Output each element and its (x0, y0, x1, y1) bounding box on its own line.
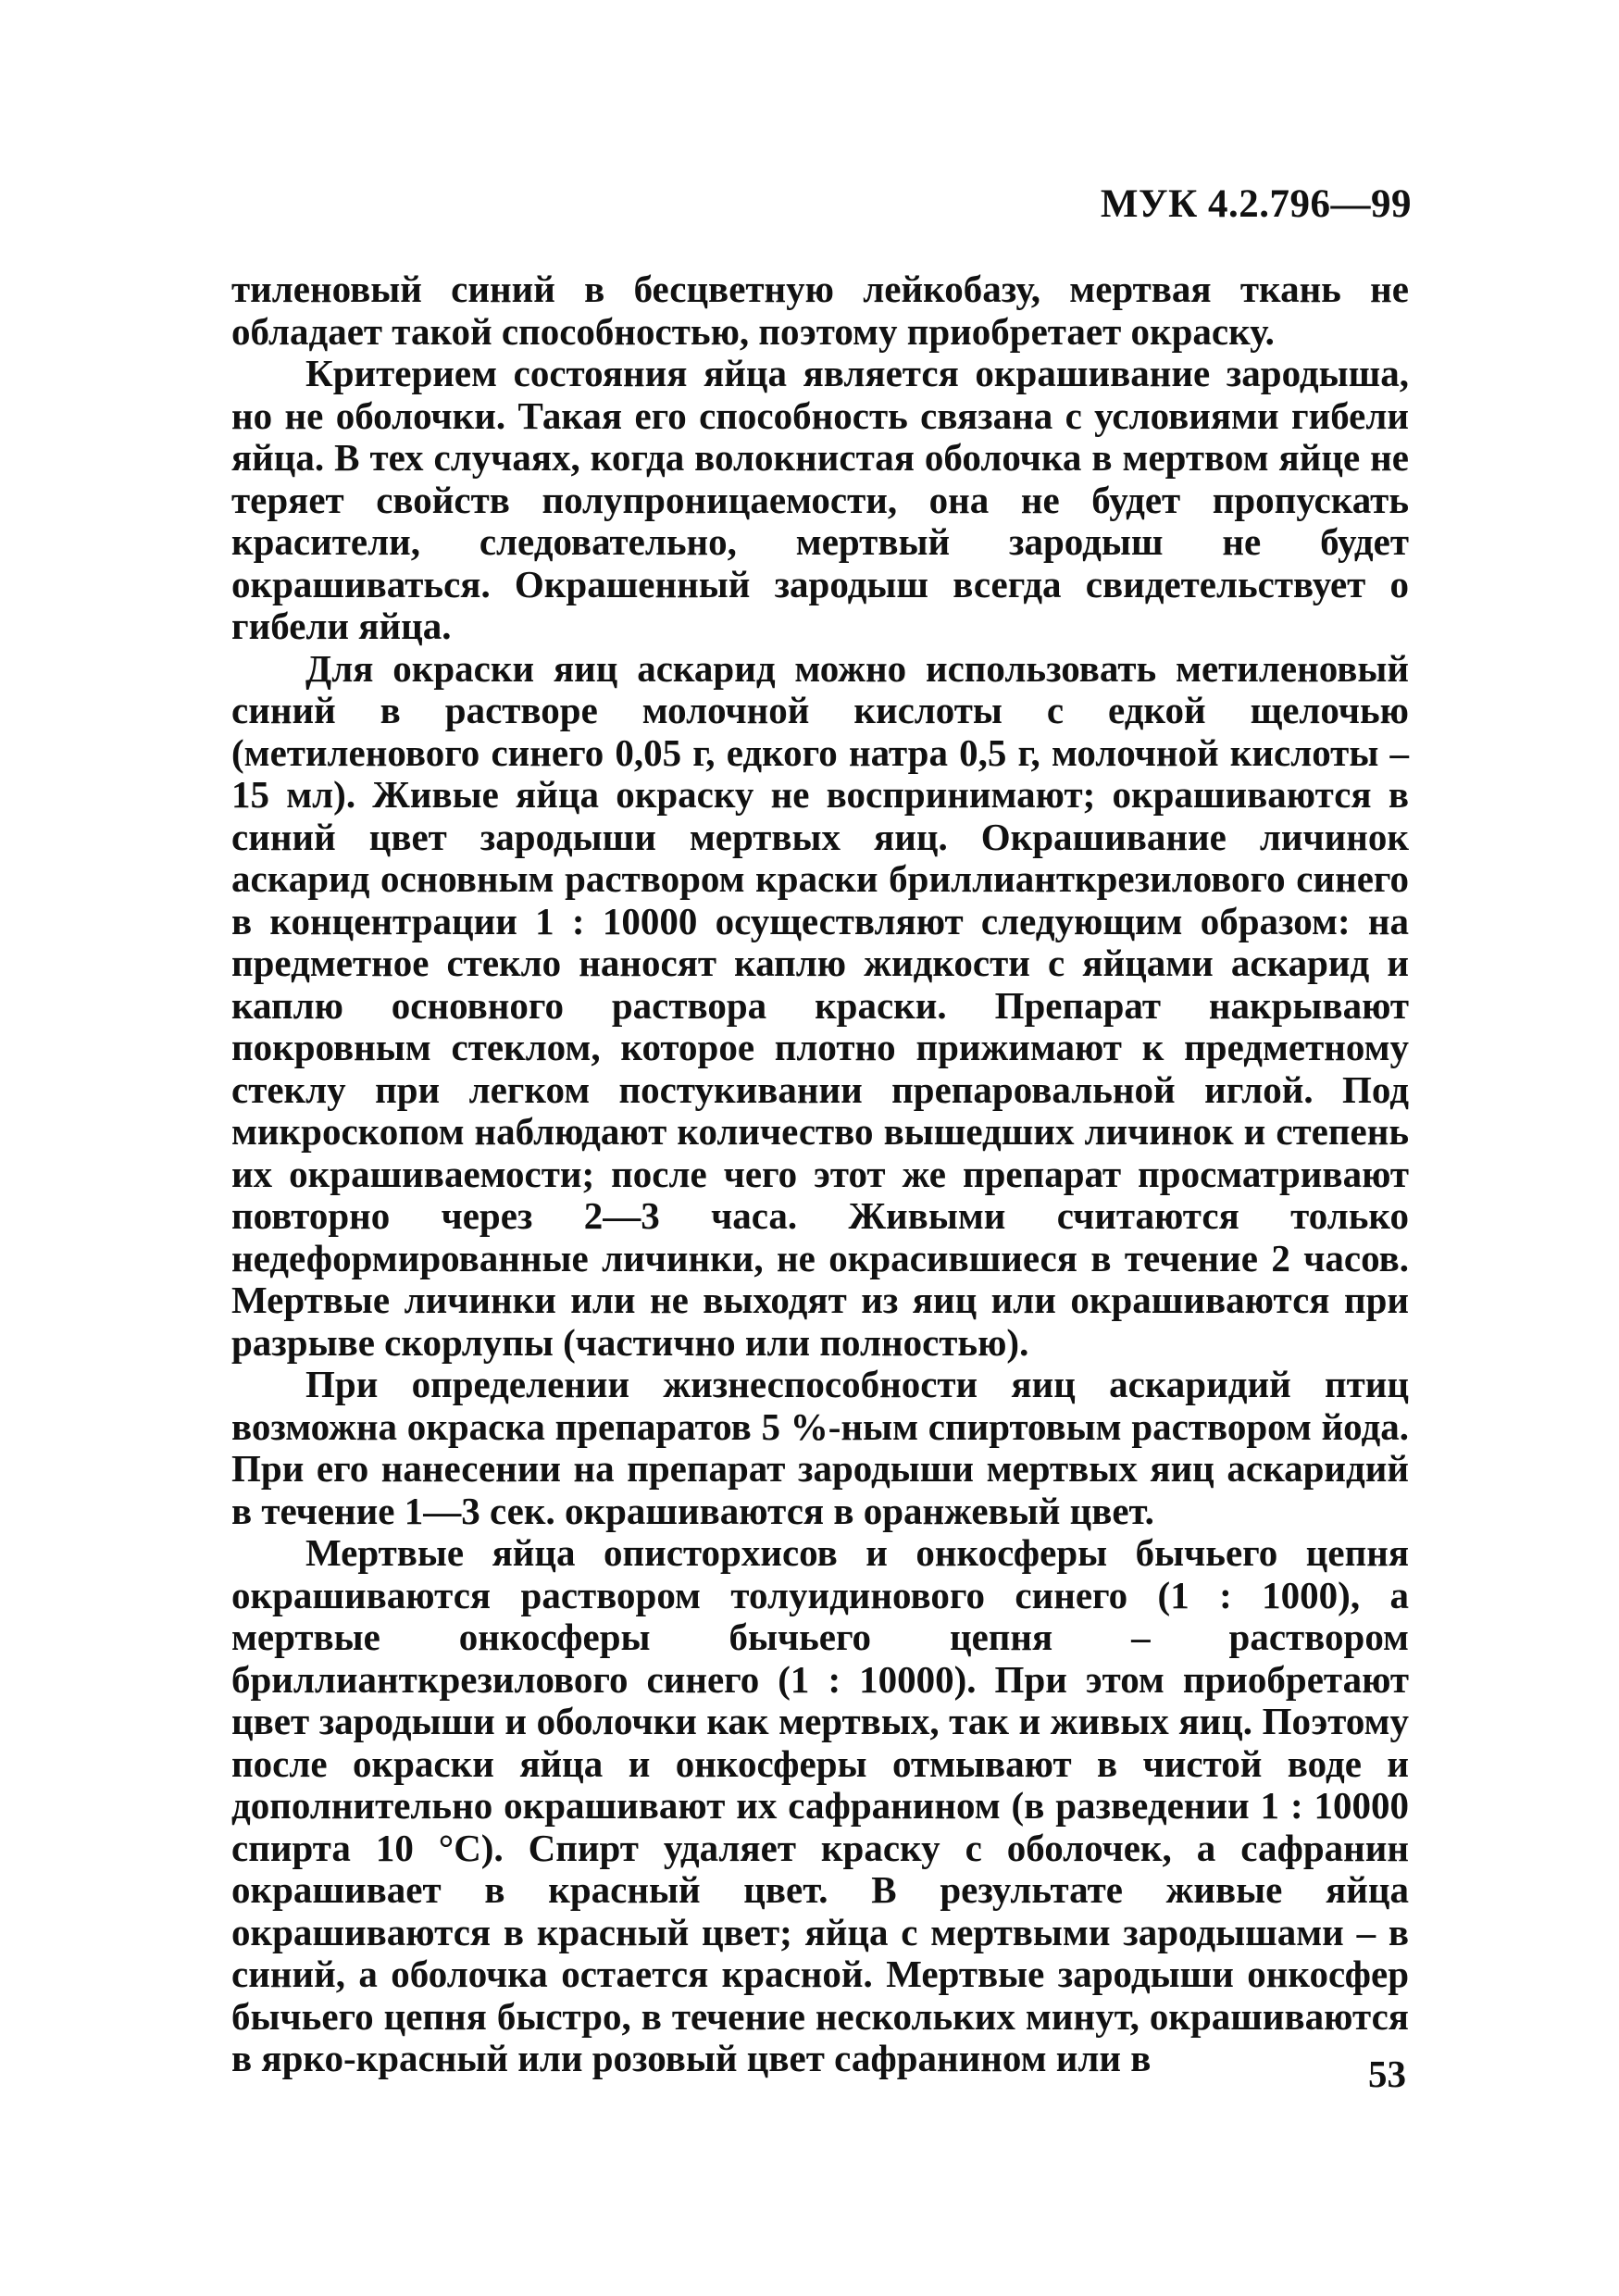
paragraph-ascaris-staining: Для окраски яиц аскарид можно использовать метиленовый синий в растворе молочной кислоты с едкой щелочью (метиленового синего 0,05 г, едкого натра 0,5 г, молочной кислоты – 15 мл). Живые яйца окраску не воспринимают; окрашиваются в синий цвет зародыши мертвых яиц. Окрашивание личинок аскарид основным раствором краски бриллианткрезилового синего в концентрации 1 : 10000 осуществляют следующим образом: на предметное стекло наносят каплю жидкости с яйцами аскарид и каплю основного раствора краски. Препарат накрывают покровным стеклом, которое плотно прижимают к предметному стеклу при легком постукивании препаровальной иглой. Под микроскопом наблюдают количество вышедших личинок и степень их окрашиваемости; после чего этот же препарат просматривают повторно через 2—3 часа. Живыми считаются только недеформированные личинки, не окрасившиеся в течение 2 часов. Мертвые личинки или не выходят из яиц или окрашиваются при разрыве скорлупы (частично или полностью). (231, 646, 1409, 1364)
paragraph-continued: тиленовый синий в бесцветную лейкобазу, мертвая ткань не обладает такой способностью, поэтому приобретает окраску. (231, 268, 1409, 353)
paragraph-opisthorchis-staining: Мертвые яйца описторхисов и онкосферы бычьего цепня окрашиваются раствором толуидинового синего (1 : 1000), а мертвые онкосферы бычьего цепня – раствором бриллианткрезилового синего (1 : 10000). При этом приобретают цвет зародыши и оболочки как мертвых, так и живых яиц. Поэтому после окраски яйца и онкосферы отмывают в чистой воде и дополнительно окрашивают их сафранином (в разведении 1 : 10000 спирта 10 °С). Спирт удаляет краску с оболочек, а сафранин окрашивает в красный цвет. В результате живые яйца окрашиваются в красный цвет; яйца с мертвыми зародышами – в синий, а оболочка остается красной. Мертвые зародыши онкосфер бычьего цепня быстро, в течение нескольких минут, окрашиваются в ярко-красный или розовый цвет сафранином или в (231, 1531, 1409, 2079)
document-code-header: МУК 4.2.796—99 (1100, 182, 1412, 226)
page-number: 53 (1368, 2053, 1406, 2095)
body-text (231, 268, 1409, 2080)
paragraph-criterion: Критерием состояния яйца является окрашивание зародыша, но не оболочки. Такая его способность связана с условиями гибели яйца. В тех случаях, когда волокнистая оболочка в мертвом яйце не теряет свойств полупроницаемости, она не будет пропускать красители, следовательно, мертвый зародыш не будет окрашиваться. Окрашенный зародыш всегда свидетельствует о гибели яйца. (231, 352, 1409, 647)
paragraph-iodine-staining: При определении жизнеспособности яиц аскаридий птиц возможна окраска препаратов 5 %-ным спиртовым раствором йода. При его нанесении на препарат зародыши мертвых яиц аскаридий в течение 1—3 сек. окрашиваются в оранжевый цвет. (231, 1363, 1409, 1532)
